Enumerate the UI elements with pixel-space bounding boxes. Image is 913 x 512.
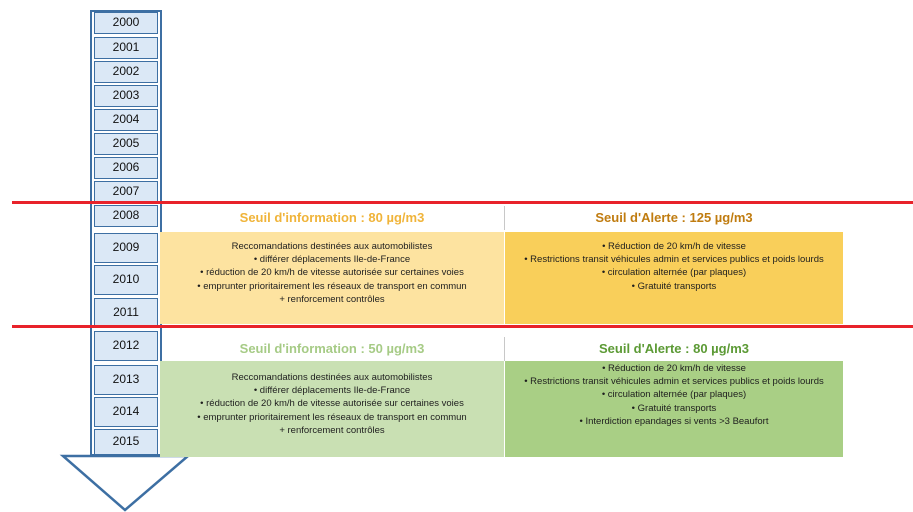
p2-alert-line: • circulation alternée (par plaques) <box>601 389 747 401</box>
p2-info-box <box>160 361 504 457</box>
p1-alert-line: • Gratuité transports <box>631 280 717 292</box>
timeline-arrow-head <box>63 456 188 510</box>
p1-alert-line: • Restrictions transit véhicules admin et services publics et poids lourds <box>524 254 824 266</box>
p1-info-line: • différer déplacements Ile-de-France <box>253 254 411 266</box>
p2-info-line: • différer déplacements Ile-de-France <box>253 385 411 397</box>
p2-info-line: Reccomandations destinées aux automobilistes <box>231 372 433 383</box>
p1-info-box <box>160 232 504 324</box>
p1-info-title: Seuil d'information : 80 µg/m3 <box>239 210 425 225</box>
year-cell-2006: 2006 <box>94 157 158 179</box>
year-cell-2015: 2015 <box>94 429 158 455</box>
p2-alert-line: • Interdiction epandages si vents >3 Beaufort <box>579 415 769 427</box>
year-cell-2013: 2013 <box>94 365 158 395</box>
p1-alert-title: Seuil d'Alerte : 125 µg/m3 <box>595 210 753 225</box>
p1-alert-line: • circulation alternée (par plaques) <box>601 267 747 279</box>
year-cell-2011: 2011 <box>94 298 158 328</box>
p2-alert-title: Seuil d'Alerte : 80 µg/m3 <box>598 341 749 356</box>
p2-info-line: + renforcement contrôles <box>279 424 385 436</box>
p1-alert-box <box>505 232 843 324</box>
year-cell-2005: 2005 <box>94 133 158 155</box>
p2-alert-line: • Gratuité transports <box>631 402 717 414</box>
year-cell-2001: 2001 <box>94 37 158 59</box>
period-separator-2012 <box>12 325 913 328</box>
p2-alert-line: • Restrictions transit véhicules admin et services publics et poids lourds <box>524 376 824 388</box>
year-cell-2000: 2000 <box>94 12 158 34</box>
p2-info-title: Seuil d'information : 50 µg/m3 <box>239 341 425 356</box>
p2-info-line: • emprunter prioritairement les réseaux de transport en commun <box>197 411 467 423</box>
p2-alert-line: • Réduction de 20 km/h de vitesse <box>602 363 746 374</box>
p1-alert-line: • Réduction de 20 km/h de vitesse <box>602 241 746 252</box>
year-cell-2003: 2003 <box>94 85 158 107</box>
year-cell-2008: 2008 <box>94 205 158 227</box>
year-cell-2012: 2012 <box>94 331 158 361</box>
year-cell-2009: 2009 <box>94 233 158 263</box>
p1-info-line: + renforcement contrôles <box>279 293 385 305</box>
p2-alert-box <box>505 361 843 457</box>
period-separator-2008 <box>12 201 913 204</box>
year-cell-2002: 2002 <box>94 61 158 83</box>
year-cell-2004: 2004 <box>94 109 158 131</box>
p1-info-line: • emprunter prioritairement les réseaux de transport en commun <box>197 280 467 292</box>
year-cell-2007: 2007 <box>94 181 158 203</box>
p1-info-line: Reccomandations destinées aux automobilistes <box>231 241 433 252</box>
p1-info-line: • réduction de 20 km/h de vitesse autorisée sur certaines voies <box>200 267 464 279</box>
year-cell-2010: 2010 <box>94 265 158 295</box>
p2-info-line: • réduction de 20 km/h de vitesse autorisée sur certaines voies <box>200 398 464 410</box>
year-cell-2014: 2014 <box>94 397 158 427</box>
